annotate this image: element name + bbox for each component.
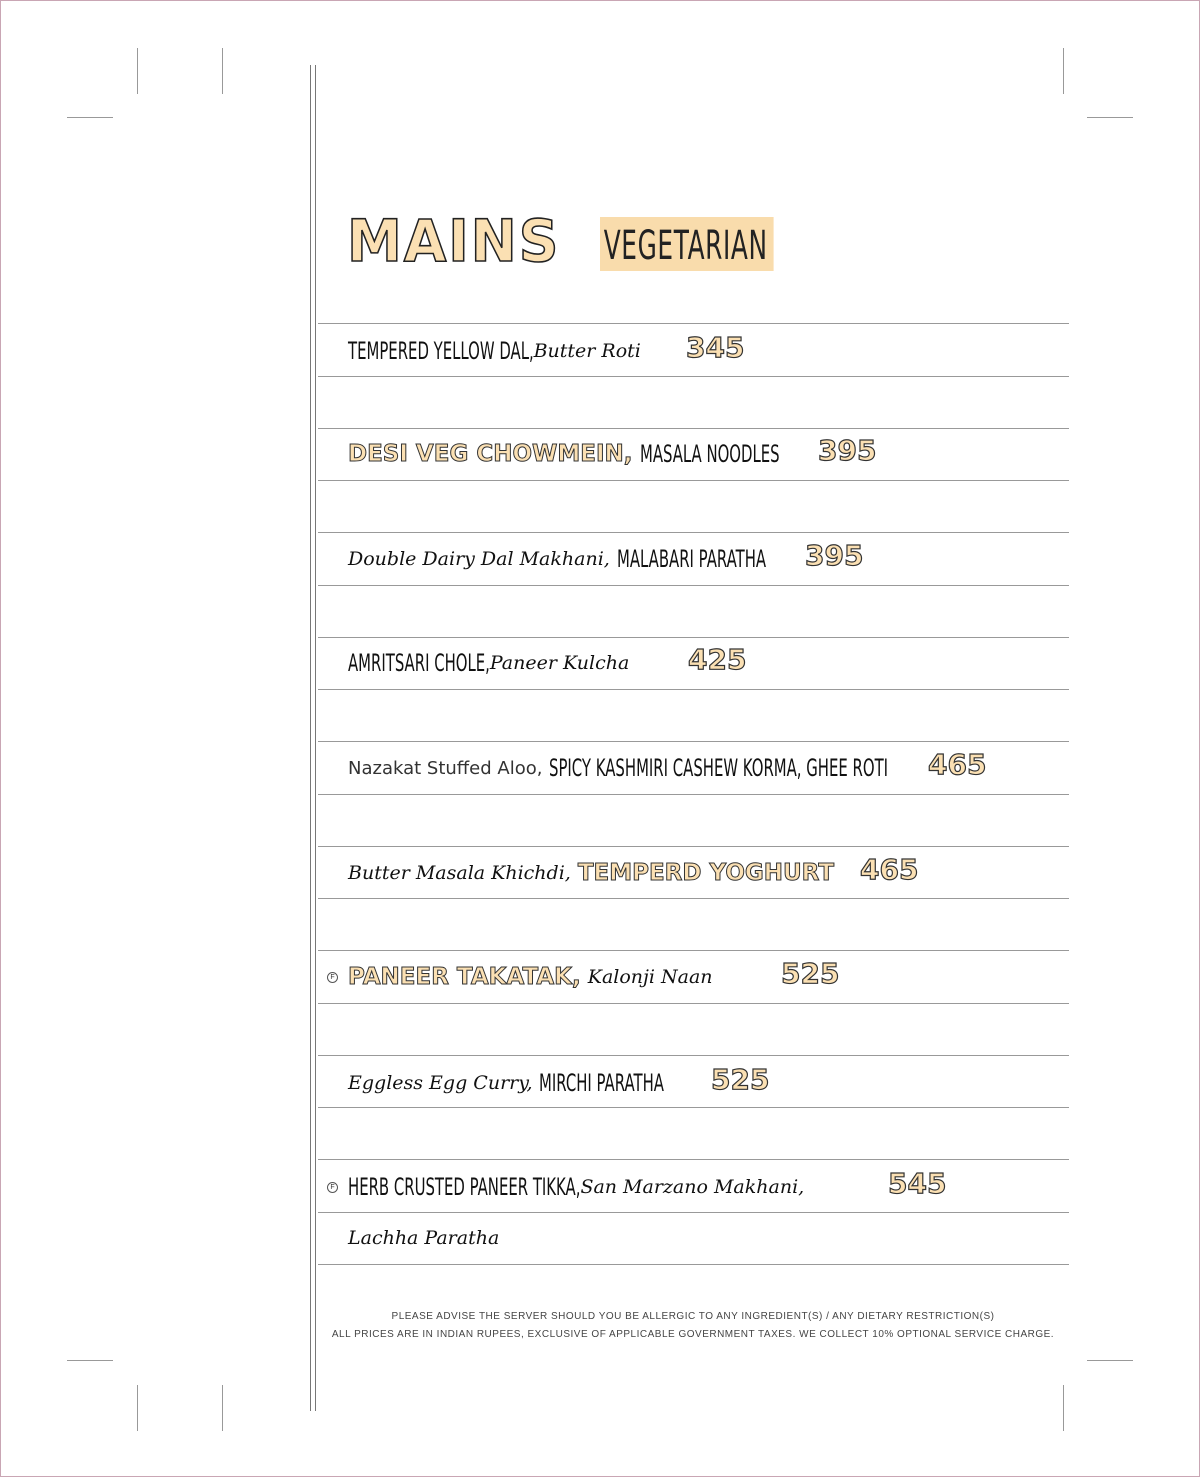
item-price: 345 bbox=[686, 331, 745, 364]
ruled-line bbox=[318, 1107, 1069, 1108]
menu-item bbox=[348, 436, 779, 472]
ruled-line bbox=[318, 637, 1069, 638]
crop-mark bbox=[67, 1360, 113, 1361]
ruled-line bbox=[318, 428, 1069, 429]
item-price: 395 bbox=[818, 434, 877, 467]
menu-item bbox=[348, 645, 636, 681]
section-subtitle: VEGETARIAN bbox=[600, 217, 774, 271]
item-name-part: SPICY KASHMIRI CASHEW KORMA, GHEE ROTI bbox=[549, 754, 889, 782]
ruled-line bbox=[318, 950, 1069, 951]
menu-heading bbox=[347, 206, 880, 276]
item-name-part: Paneer Kulcha bbox=[489, 652, 630, 674]
item-price: 545 bbox=[888, 1167, 947, 1200]
item-price: 525 bbox=[781, 957, 840, 990]
ruled-line bbox=[318, 480, 1069, 481]
ruled-line bbox=[318, 741, 1069, 742]
item-price: 525 bbox=[711, 1063, 770, 1096]
item-name-part: Double Dairy Dal Makhani, bbox=[348, 548, 610, 570]
menu-item bbox=[348, 1169, 811, 1205]
item-price: 465 bbox=[928, 748, 987, 781]
item-price: 425 bbox=[688, 643, 747, 676]
ruled-line bbox=[318, 1212, 1069, 1213]
item-name-part: TEMPERED YELLOW DAL, bbox=[348, 337, 534, 365]
ruled-line bbox=[318, 898, 1069, 899]
ruled-line bbox=[318, 794, 1069, 795]
crop-mark bbox=[1063, 48, 1064, 94]
menu-item bbox=[348, 855, 841, 891]
item-name-part: MIRCHI PARATHA bbox=[539, 1069, 665, 1097]
menu-item bbox=[348, 541, 766, 577]
fresh-icon: F bbox=[327, 1182, 338, 1193]
item-name-part: HERB CRUSTED PANEER TIKKA, bbox=[348, 1173, 581, 1201]
pricing-note: ALL PRICES ARE IN INDIAN RUPEES, EXCLUSIVE OF APPLICABLE GOVERNMENT TAXES. WE COLLECT 10% OPTIONAL SERVICE CHARGE. bbox=[331, 1329, 1055, 1340]
ruled-line bbox=[318, 585, 1069, 586]
crop-mark bbox=[222, 1385, 223, 1431]
margin-line bbox=[315, 65, 316, 1411]
item-name-part: DESI VEG CHOWMEIN, bbox=[348, 441, 633, 467]
item-price: 465 bbox=[860, 853, 919, 886]
menu-item bbox=[348, 1065, 664, 1101]
section-title: MAINS bbox=[347, 207, 561, 275]
item-name-part: Kalonji Naan bbox=[587, 966, 713, 988]
item-name-part: Eggless Egg Curry, bbox=[348, 1072, 533, 1094]
margin-line bbox=[310, 65, 311, 1411]
item-name-part: MALABARI PARATHA bbox=[616, 545, 766, 573]
crop-mark bbox=[67, 117, 113, 118]
fresh-icon: F bbox=[327, 972, 338, 983]
crop-mark bbox=[222, 48, 223, 94]
ruled-line bbox=[318, 1003, 1069, 1004]
item-name-part: PANEER TAKATAK, bbox=[348, 964, 581, 990]
crop-mark bbox=[137, 1385, 138, 1431]
ruled-line bbox=[318, 1159, 1069, 1160]
item-name-part: Nazakat Stuffed Aloo, bbox=[348, 757, 543, 779]
menu-item-continuation bbox=[348, 1220, 506, 1256]
menu-item bbox=[348, 750, 888, 786]
item-name-part: San Marzano Makhani, bbox=[580, 1176, 805, 1198]
ruled-line bbox=[318, 376, 1069, 377]
item-price: 395 bbox=[805, 539, 864, 572]
ruled-line bbox=[318, 323, 1069, 324]
item-name-part: TEMPERD YOGHURT bbox=[577, 860, 835, 886]
item-name-part: Butter Masala Khichdi, bbox=[348, 862, 571, 884]
item-name-continuation: Lachha Paratha bbox=[348, 1227, 500, 1249]
ruled-line bbox=[318, 846, 1069, 847]
ruled-line bbox=[318, 532, 1069, 533]
crop-mark bbox=[1087, 1360, 1133, 1361]
menu-item bbox=[348, 333, 648, 369]
crop-mark bbox=[1087, 117, 1133, 118]
ruled-line bbox=[318, 1264, 1069, 1265]
crop-mark bbox=[137, 48, 138, 94]
ruled-line bbox=[318, 689, 1069, 690]
item-name-part: AMRITSARI CHOLE, bbox=[348, 649, 490, 677]
item-name-part: MASALA NOODLES bbox=[639, 440, 780, 468]
menu-item bbox=[348, 959, 720, 995]
item-name-part: Butter Roti bbox=[533, 340, 641, 362]
ruled-line bbox=[318, 1055, 1069, 1056]
crop-mark bbox=[1063, 1385, 1064, 1431]
allergy-note: PLEASE ADVISE THE SERVER SHOULD YOU BE ALLERGIC TO ANY INGREDIENT(S) / ANY DIETARY RESTRICTION(S) bbox=[391, 1311, 995, 1322]
